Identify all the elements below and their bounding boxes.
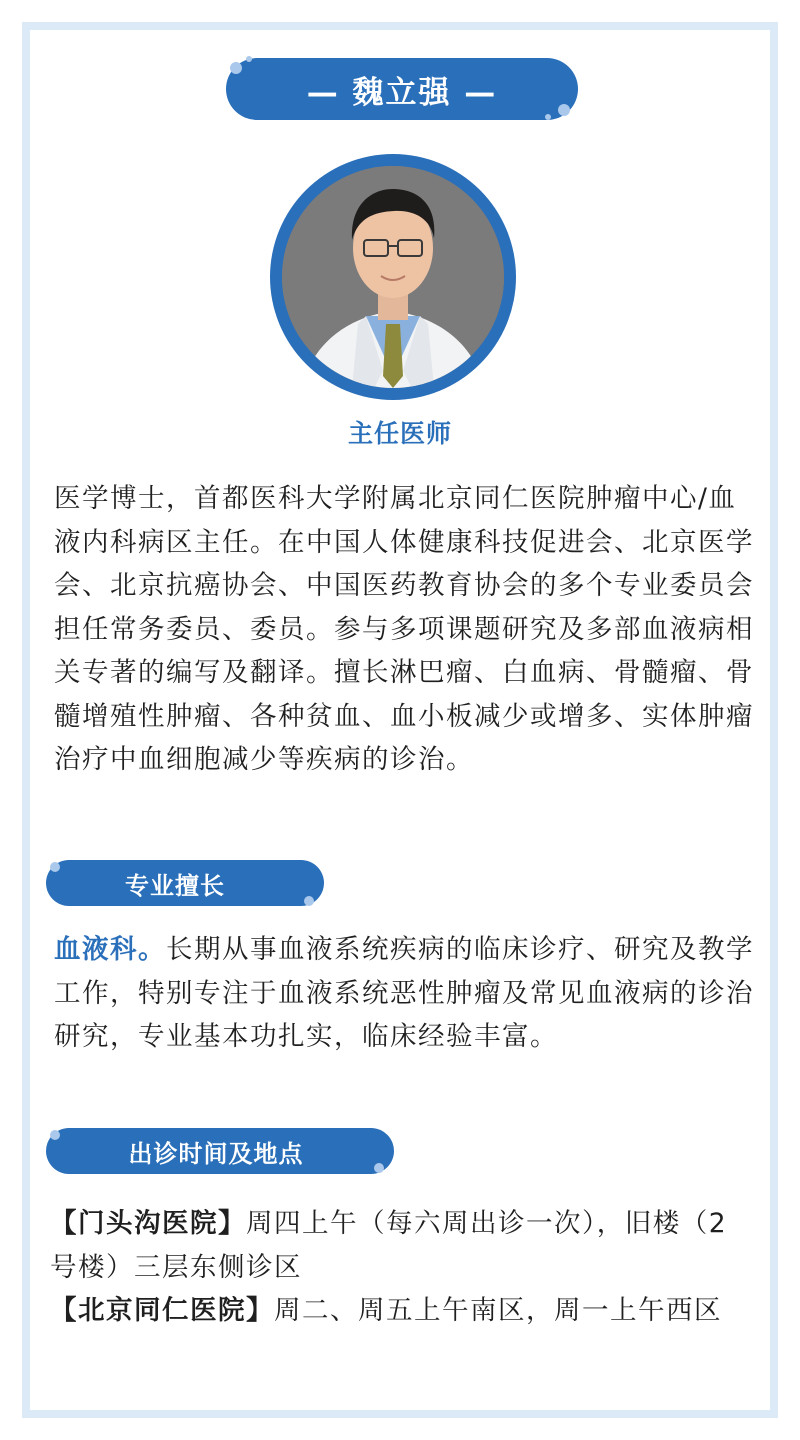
doctor-portrait <box>282 166 504 388</box>
decor-dot <box>230 62 242 74</box>
decor-dot <box>50 1130 60 1140</box>
specialty-highlight: 血液科。 <box>54 934 166 965</box>
specialty-text: 长期从事血液系统疾病的临床诊疗、研究及教学工作，特别专注于血液系统恶性肿瘤及常见血液病的诊治研究，专业基本功扎实，临床经验丰富。 <box>54 934 754 1052</box>
specialty-paragraph <box>54 928 754 1059</box>
clinic-schedule-2: 周二、周五上午南区，周一上午西区 <box>274 1295 722 1326</box>
doctor-title: 主任医师 <box>347 419 452 448</box>
specialty-heading-banner <box>46 860 324 906</box>
specialty-heading: 专业擅长 <box>125 871 225 900</box>
decor-dot <box>304 896 314 906</box>
decor-dot <box>50 862 60 872</box>
decor-dot <box>374 1163 384 1173</box>
doctor-portrait-icon <box>282 166 504 388</box>
clinic-heading-banner <box>46 1128 394 1174</box>
decor-dot <box>558 104 570 116</box>
doctor-name-banner <box>226 58 578 120</box>
clinic-heading: 出诊时间及地点 <box>128 1139 304 1168</box>
clinic-hospital-1: 【门头沟医院】 <box>50 1208 246 1239</box>
decor-dot <box>545 114 551 120</box>
clinic-hospital-2: 【北京同仁医院】 <box>50 1295 274 1326</box>
clinic-schedule-1: 周四上午（每六周出诊一次），旧楼（2号楼）三层东侧诊区 <box>50 1208 728 1283</box>
clinic-paragraph <box>50 1202 754 1333</box>
decor-dot <box>246 56 252 62</box>
doctor-name: — 魏立强 — <box>306 74 498 111</box>
bio-paragraph: 医学博士，首都医科大学附属北京同仁医院肿瘤中心/血液内科病区主任。在中国人体健康科技促进会、北京医学会、北京抗癌协会、中国医药教育协会的多个专业委员会担任常务委员、委员。参与多项课题研究及多部血液病相关专著的编写及翻译。擅长淋巴瘤、白血病、骨髓瘤、骨髓增殖性肿瘤、各种贫血、血小板减少或增多、实体肿瘤治疗中血细胞减少等疾病的诊治。 <box>54 483 754 775</box>
